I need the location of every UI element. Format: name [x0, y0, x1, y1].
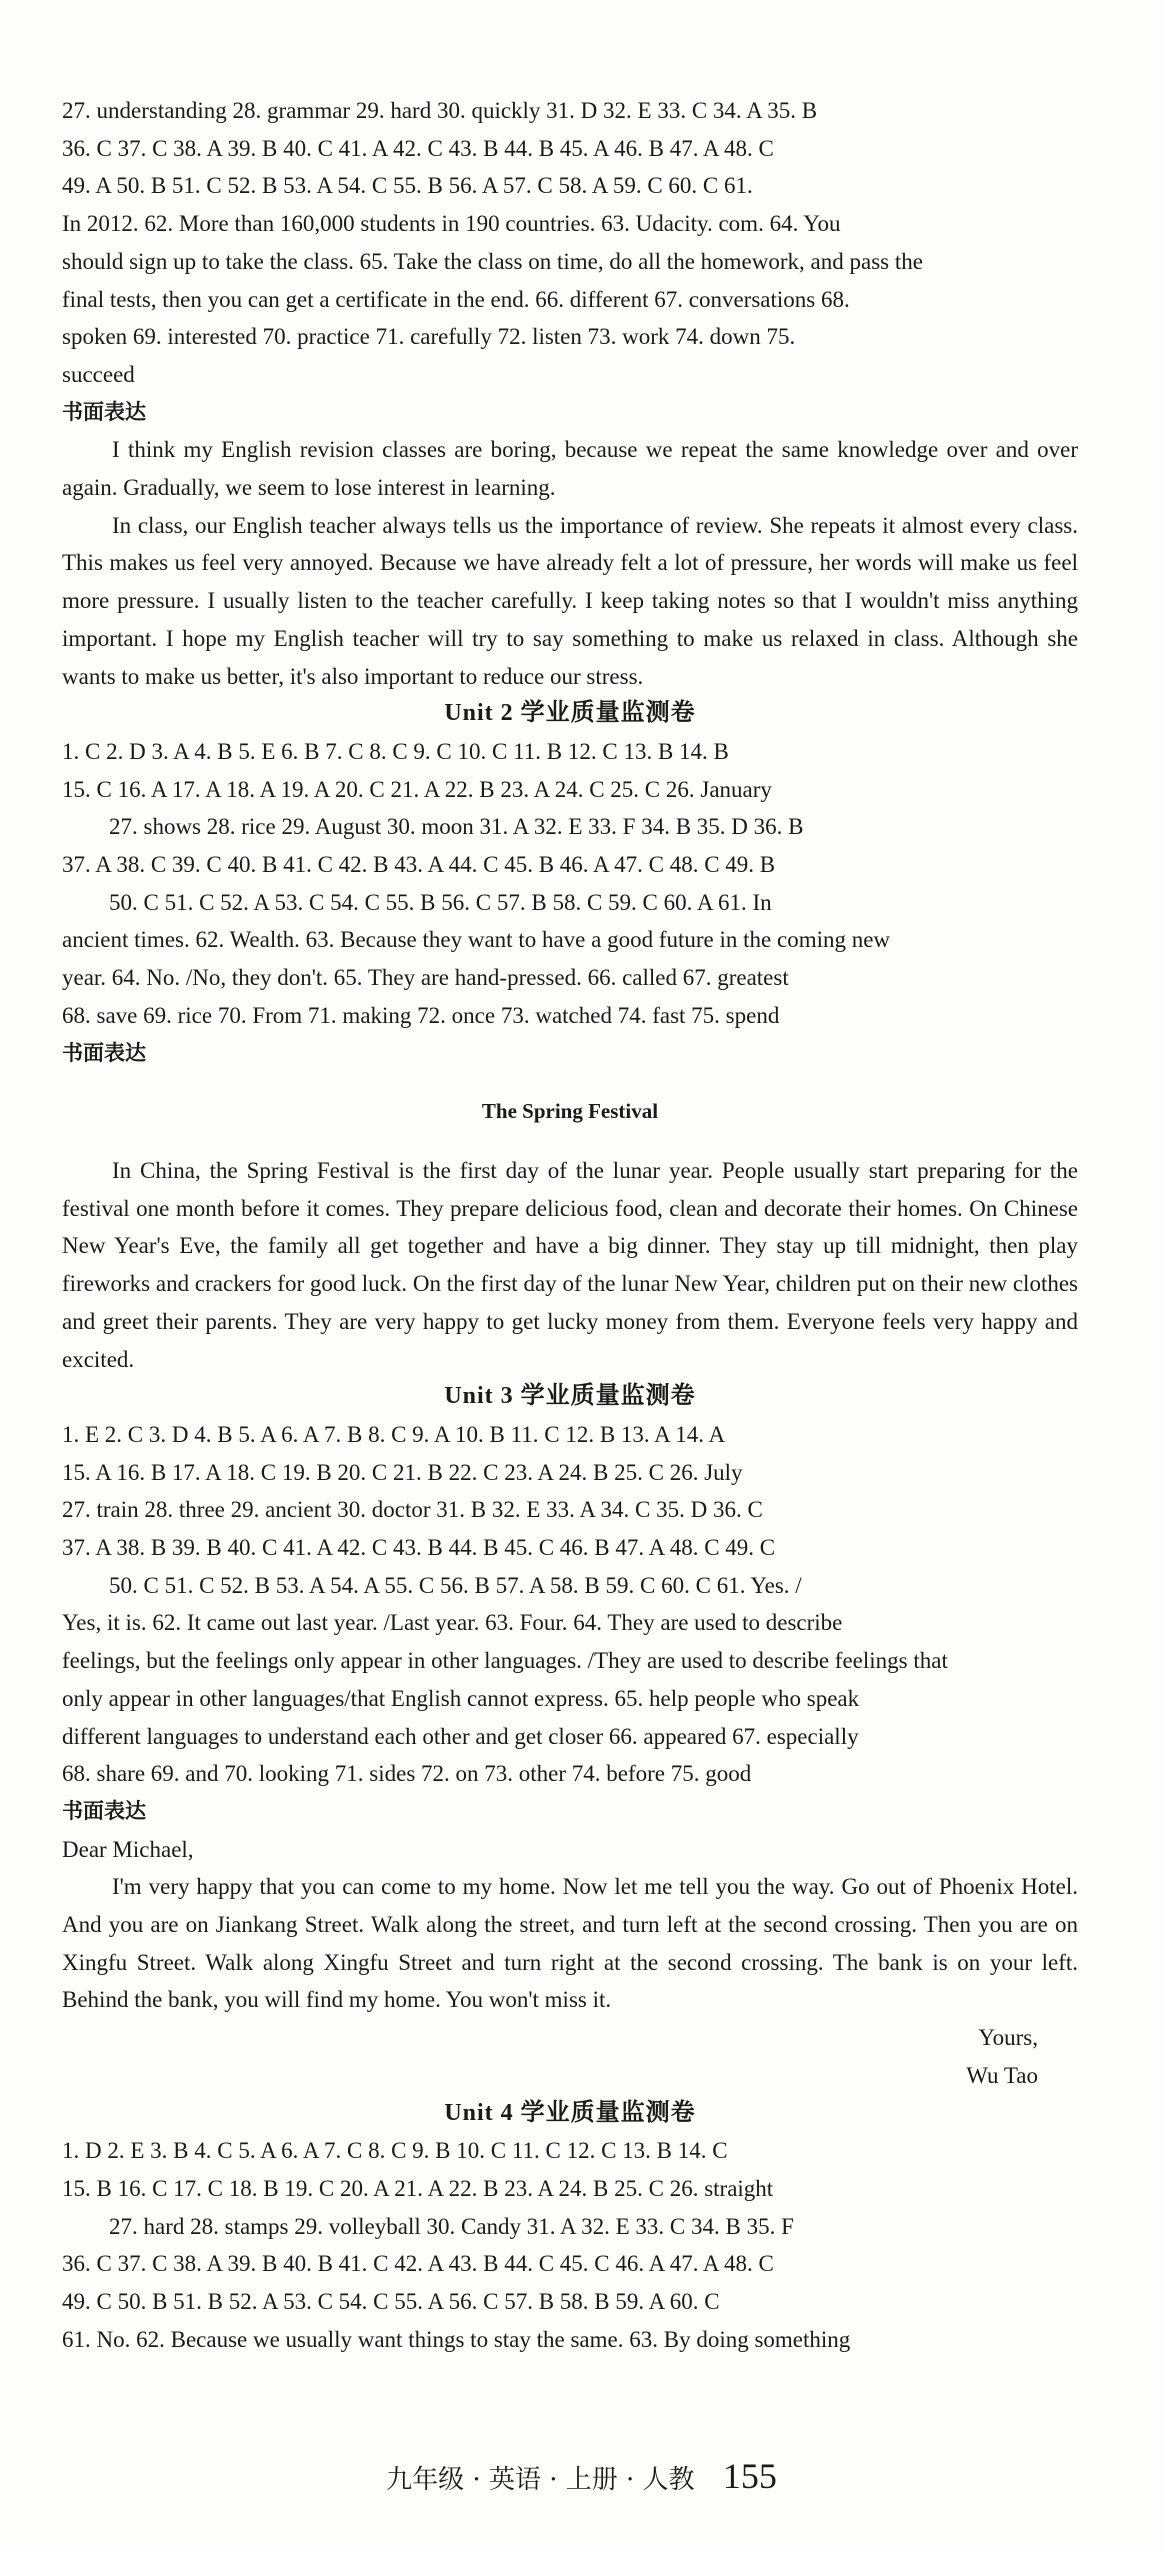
writing-heading: 书面表达 [62, 1798, 146, 1823]
answer-line: 1. D 2. E 3. B 4. C 5. A 6. A 7. C 8. C 9. B 10. C 11. C 12. C 13. B 14. C [62, 2138, 728, 2164]
page-footer [0, 2455, 1163, 2497]
answer-line: only appear in other languages/that English cannot express. 65. help people who speak [62, 1685, 860, 1711]
unit-title: Unit 2 学业质量监测卷 [444, 700, 696, 727]
answer-line: In 2012. 62. More than 160,000 students in 190 countries. 63. Udacity. com. 64. You [62, 211, 841, 237]
essay-title: The Spring Festival [481, 1099, 659, 1124]
answer-line: 1. E 2. C 3. D 4. B 5. A 6. A 7. B 8. C 9. A 10. B 11. C 12. B 13. A 14. A [62, 1421, 726, 1447]
answer-line: 50. C 51. C 52. A 53. C 54. C 55. B 56. C 57. B 58. C 59. C 60. A 61. In [109, 889, 772, 915]
answer-line: feelings, but the feelings only appear in other languages. /They are used to describe feelings that [62, 1648, 948, 1674]
answer-line: 15. A 16. B 17. A 18. C 19. B 20. C 21. B 22. C 23. A 24. B 25. C 26. July [62, 1459, 743, 1485]
answer-line: 15. C 16. A 17. A 18. A 19. A 20. C 21. A 22. B 23. A 24. C 25. C 26. January [62, 776, 772, 802]
letter-closing: Yours, [978, 2025, 1038, 2051]
page-number: 155 [722, 2456, 777, 2496]
essay-paragraph: In class, our English teacher always tells us the importance of review. She repeats it almost every class. This makes us feel very annoyed. Because we have already felt a lot of pressure, her words will make us feel more pressure. I usually listen to the teacher carefully. I keep taking notes so that I wouldn't miss anything important. I hope my English teacher will try to say something to make us relaxed in class. Although she wants to make us better, it's also important to reduce our stress. [62, 512, 1078, 689]
answer-line: 27. hard 28. stamps 29. volleyball 30. Candy 31. A 32. E 33. C 34. B 35. F [109, 2213, 794, 2239]
answer-line: 36. C 37. C 38. A 39. B 40. C 41. A 42. C 43. B 44. B 45. A 46. B 47. A 48. C [62, 135, 774, 161]
answer-line: 37. A 38. C 39. C 40. B 41. C 42. B 43. A 44. C 45. B 46. A 47. C 48. C 49. B [62, 852, 776, 878]
footer-label: 九年级 · 英语 · 上册 · 人教 [386, 2465, 695, 2495]
section-previous-unit-answers [62, 92, 1078, 695]
essay-paragraph: In China, the Spring Festival is the first day of the lunar year. People usually start preparing for the festival one month before it comes. They prepare delicious food, clean and decorate their homes. On Chinese New Year's Eve, the family all get together and have a big dinner. They stay up till midnight, then play fireworks and crackers for good luck. On the first day of the lunar New Year, children put on their new clothes and greet their parents. They are very happy to get lucky money from them. Everyone feels very happy and excited. [62, 1157, 1078, 1372]
section-unit-3 [62, 1378, 1078, 2094]
answer-line: 49. A 50. B 51. C 52. B 53. A 54. C 55. B 56. A 57. C 58. A 59. C 60. C 61. [62, 173, 753, 199]
answer-line: Yes, it is. 62. It came out last year. /Last year. 63. Four. 64. They are used to describe [62, 1610, 843, 1636]
writing-heading: 书面表达 [62, 399, 146, 424]
answer-line: ancient times. 62. Wealth. 63. Because they want to have a good future in the coming new [62, 927, 891, 953]
answer-line: succeed [62, 361, 135, 387]
answer-line: spoken 69. interested 70. practice 71. carefully 72. listen 73. work 74. down 75. [62, 324, 796, 350]
answer-line: 36. C 37. C 38. A 39. B 40. B 41. C 42. A 43. B 44. C 45. C 46. A 47. A 48. C [62, 2251, 774, 2277]
answer-line: year. 64. No. /No, they don't. 65. They are hand-pressed. 66. called 67. greatest [62, 965, 789, 991]
essay-paragraph: I'm very happy that you can come to my home. Now let me tell you the way. Go out of Phoenix Hotel. And you are on Jiankang Street. Walk along the street, and turn left at the second crossing. Then you are on Xingfu Street. Walk along Xingfu Street and turn right at the second crossing. The bank is on your left. Behind the bank, you will find my home. You won't miss it. [62, 1874, 1078, 2013]
letter-signature: Wu Tao [966, 2062, 1038, 2088]
answer-line: 68. save 69. rice 70. From 71. making 72. once 73. watched 74. fast 75. spend [62, 1002, 780, 1028]
unit-title: Unit 4 学业质量监测卷 [444, 2099, 696, 2126]
section-unit-4 [62, 2095, 1078, 2359]
answer-line: 1. C 2. D 3. A 4. B 5. E 6. B 7. C 8. C 9. C 10. C 11. B 12. C 13. B 14. B [62, 738, 729, 764]
letter-salutation: Dear Michael, [62, 1836, 194, 1862]
section-unit-2 [62, 695, 1078, 1378]
answer-line: 15. B 16. C 17. C 18. B 19. C 20. A 21. A 22. B 23. A 24. B 25. C 26. straight [62, 2175, 774, 2201]
answer-line: 27. train 28. three 29. ancient 30. doctor 31. B 32. E 33. A 34. C 35. D 36. C [62, 1497, 763, 1523]
answer-line: 37. A 38. B 39. B 40. C 41. A 42. C 43. B 44. B 45. C 46. B 47. A 48. C 49. C [62, 1535, 776, 1561]
answer-line: 50. C 51. C 52. B 53. A 54. A 55. C 56. B 57. A 58. B 59. C 60. C 61. Yes. / [109, 1572, 802, 1598]
answer-line: 49. C 50. B 51. B 52. A 53. C 54. C 55. A 56. C 57. B 58. B 59. A 60. C [62, 2289, 720, 2315]
essay-paragraph: I think my English revision classes are boring, because we repeat the same knowledge over and over again. Gradually, we seem to lose interest in learning. [62, 437, 1078, 501]
answer-line: 68. share 69. and 70. looking 71. sides 72. on 73. other 74. before 75. good [62, 1761, 752, 1787]
writing-heading: 书面表达 [62, 1040, 146, 1065]
answer-line: 27. understanding 28. grammar 29. hard 30. quickly 31. D 32. E 33. C 34. A 35. B [62, 98, 818, 123]
answer-line: should sign up to take the class. 65. Take the class on time, do all the homework, and pass the [62, 248, 923, 274]
answer-line: final tests, then you can get a certificate in the end. 66. different 67. conversations 68. [62, 286, 850, 312]
page-content [62, 92, 1078, 2358]
unit-title: Unit 3 学业质量监测卷 [444, 1383, 696, 1410]
answer-line: different languages to understand each other and get closer 66. appeared 67. especially [62, 1723, 859, 1749]
answer-line: 61. No. 62. Because we usually want things to stay the same. 63. By doing something [62, 2326, 851, 2352]
answer-line: 27. shows 28. rice 29. August 30. moon 31. A 32. E 33. F 34. B 35. D 36. B [109, 814, 804, 840]
